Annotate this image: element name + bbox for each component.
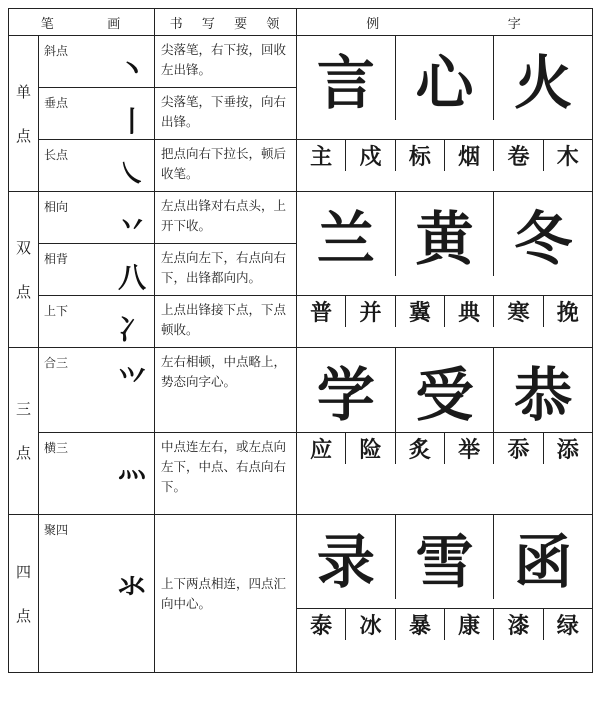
label-char: 字 (507, 16, 523, 32)
example-char: 卷 (494, 140, 543, 171)
label-char: 点 (15, 606, 31, 625)
example-char: 冬 (514, 205, 573, 273)
example-char: 暴 (396, 609, 445, 640)
example-char: 挽 (556, 300, 579, 326)
label-char: 要 (234, 16, 250, 32)
label-char: 例 (366, 16, 382, 32)
small-chars-cell (297, 609, 593, 673)
stroke-row (39, 88, 155, 140)
example-char: 绿 (556, 613, 579, 639)
stroke-description: 把点向右下拉长，顿后收笔。 (155, 140, 297, 192)
stroke-description: 左右相顿，中点略上，势态向字心。 (155, 348, 297, 433)
stroke-name: 长点 (44, 148, 69, 162)
stroke-name: 相背 (44, 252, 69, 266)
example-char: 录 (297, 515, 396, 599)
example-char: 烟 (445, 140, 494, 171)
example-char: 炙 (396, 433, 445, 464)
label-char: 写 (201, 16, 217, 32)
stroke-description: 上点出锋接下点，下点顿收。 (155, 296, 297, 348)
example-char: 黄 (396, 192, 495, 276)
category-triple-dot (9, 348, 39, 515)
example-char: 火 (514, 49, 573, 117)
big-chars-cell (297, 515, 593, 609)
stroke-glyph: ⺍ (117, 365, 146, 398)
big-chars-cell (297, 36, 593, 140)
stroke-glyph: 八 (117, 261, 146, 294)
stroke-row (39, 36, 155, 88)
stroke-glyph: 冫 (117, 313, 146, 346)
stroke-description: 上下两点相连，四点汇向中心。 (155, 515, 297, 673)
category-quad-dot (9, 515, 39, 673)
label-char: 点 (15, 444, 31, 462)
stroke-glyph: 氺 (117, 570, 146, 603)
stroke-name: 斜点 (44, 44, 69, 58)
stroke-name: 垂点 (44, 96, 69, 110)
example-char: 受 (396, 348, 495, 432)
example-char: 言 (297, 36, 396, 120)
label-char: 三 (15, 400, 31, 418)
stroke-name: 相向 (44, 200, 69, 214)
stroke-description: 中点连左右，或左点向左下，中点、右点向右下。 (155, 433, 297, 515)
stroke-row (39, 515, 155, 673)
example-char: 寒 (494, 296, 543, 327)
example-char: 心 (396, 36, 495, 120)
stroke-glyph: ㇏ (117, 157, 146, 190)
stroke-description: 左点向左下，右点向右下，出锋都向内。 (155, 244, 297, 296)
example-char: 添 (556, 437, 579, 463)
stroke-description: 尖落笔，右下按，回收左出锋。 (155, 36, 297, 88)
small-chars-cell (297, 433, 593, 515)
label-char: 书 (169, 16, 185, 32)
example-char: 戍 (346, 140, 395, 171)
big-chars-cell (297, 192, 593, 296)
example-char: 雪 (396, 515, 495, 599)
small-chars-cell (297, 296, 593, 348)
example-char: 兰 (297, 192, 396, 276)
example-char: 泰 (297, 609, 346, 640)
stroke-glyph: 灬 (117, 450, 146, 483)
stroke-name: 上下 (44, 304, 69, 318)
category-double-dot (9, 192, 39, 348)
example-char: 并 (346, 296, 395, 327)
label-char: 点 (15, 126, 31, 145)
label-char: 四 (15, 562, 31, 581)
example-char: 险 (346, 433, 395, 464)
example-char: 普 (297, 296, 346, 327)
example-char: 康 (445, 609, 494, 640)
header-row (9, 9, 593, 36)
example-char: 标 (396, 140, 445, 171)
stroke-name: 聚四 (44, 523, 69, 537)
calligraphy-table (8, 8, 593, 673)
example-char: 主 (297, 140, 346, 171)
example-char: 冰 (346, 609, 395, 640)
stroke-row (39, 348, 155, 433)
stroke-name: 合三 (44, 356, 69, 370)
example-char: 学 (297, 348, 396, 432)
stroke-glyph: 丨 (117, 105, 146, 138)
label-char: 领 (266, 16, 282, 32)
label-char: 画 (107, 16, 123, 32)
example-char: 忝 (494, 433, 543, 464)
example-char: 举 (445, 433, 494, 464)
small-chars-cell (297, 140, 593, 192)
label-char: 笔 (40, 16, 56, 32)
stroke-description: 左点出锋对右点头，上开下收。 (155, 192, 297, 244)
header-examples (297, 9, 593, 36)
stroke-row (39, 192, 155, 244)
stroke-glyph: 丷 (117, 209, 146, 242)
big-chars-cell (297, 348, 593, 433)
example-char: 漆 (494, 609, 543, 640)
example-char: 木 (556, 144, 579, 170)
label-char: 单 (15, 82, 31, 101)
stroke-row (39, 140, 155, 192)
stroke-row (39, 433, 155, 515)
stroke-description: 尖落笔，下垂按，向右出锋。 (155, 88, 297, 140)
stroke-glyph: 丶 (117, 53, 146, 86)
stroke-row (39, 296, 155, 348)
header-key-points (155, 9, 297, 36)
example-char: 恭 (514, 361, 573, 429)
label-char: 双 (15, 238, 31, 257)
example-char: 冀 (396, 296, 445, 327)
example-char: 应 (297, 433, 346, 464)
example-char: 函 (514, 528, 573, 596)
stroke-name: 横三 (44, 441, 69, 455)
header-strokes (9, 9, 155, 36)
label-char: 点 (15, 282, 31, 301)
example-char: 典 (445, 296, 494, 327)
stroke-row (39, 244, 155, 296)
category-single-dot (9, 36, 39, 192)
